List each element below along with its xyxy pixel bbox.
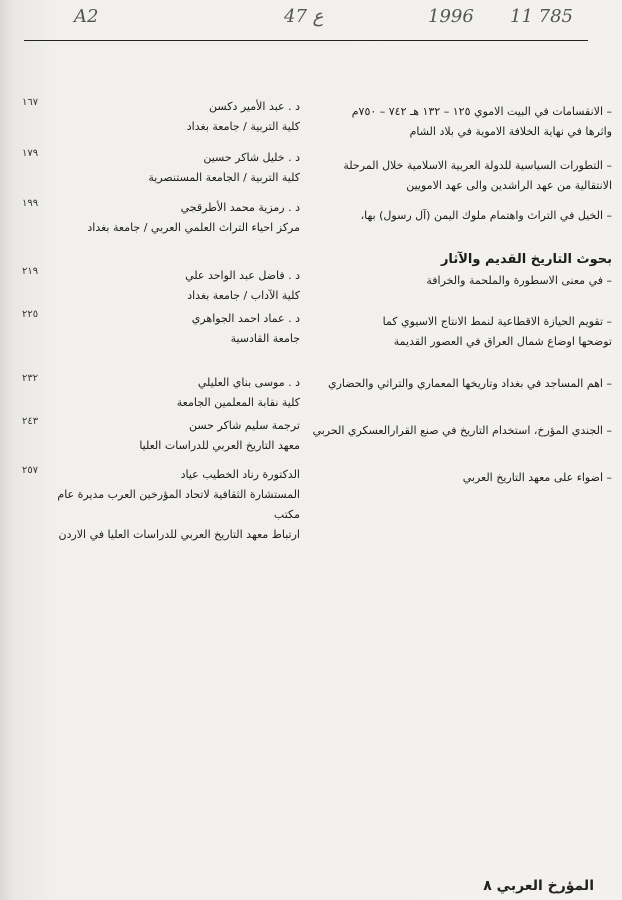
page-number: ٢١٩ xyxy=(22,266,39,277)
author-line: د . موسى بناي العليلي xyxy=(197,376,300,389)
journal-name: المؤرخ العربي xyxy=(496,878,594,894)
title-line: الانتقالية من عهد الراشدين والى عهد الامويين xyxy=(406,179,612,192)
page-number: ٢٥٧ xyxy=(22,465,39,476)
author-line: د . رمزية محمد الأطرقجي xyxy=(180,201,300,214)
title-entry xyxy=(312,468,612,488)
author-line: د . عماد احمد الجواهري xyxy=(191,312,300,325)
author-line: د . خليل شاكر حسين xyxy=(203,151,300,164)
title-line: – اضواء على معهد التاريخ العربي xyxy=(462,471,612,484)
title-line: – اهم المساجد في بغداد وتاريخها المعماري والتراثي والحضاري xyxy=(327,377,612,390)
title-line: – التطورات السياسية للدولة العربية الاسلامية خلال المرحلة xyxy=(343,159,612,172)
title-entry xyxy=(312,156,612,196)
title-line: – تقويم الحيازة الاقطاعية لنمط الانتاج الاسيوي كما xyxy=(382,315,612,328)
author-line: د . فاضل عبد الواحد علي xyxy=(185,269,300,282)
page-number: ١٧٩ xyxy=(22,148,39,159)
top-rule xyxy=(24,40,588,41)
author-line: جامعة القادسية xyxy=(230,332,300,345)
author-line: مركز احياء التراث العلمي العربي / جامعة بغداد xyxy=(87,221,300,234)
author-line: ترجمة سليم شاكر حسن xyxy=(188,419,300,432)
title-line: – الانقسامات في البيت الاموي ١٢٥ – ١٣٢ هـ ٧٤٢ – ٧٥٠م xyxy=(351,105,612,118)
title-entry xyxy=(312,271,612,291)
page-number: ١٦٧ xyxy=(22,97,39,108)
title-entry xyxy=(312,421,612,441)
title-entry xyxy=(312,374,612,394)
page-number: ١٩٩ xyxy=(22,198,39,209)
author-line: ارتباط معهد التاريخ العربي للدراسات العليا في الاردن xyxy=(58,528,300,541)
title-line: – في معنى الاسطورة والملحمة والخرافة xyxy=(426,274,612,287)
author-line: كلية الآداب / جامعة بغداد xyxy=(187,289,300,302)
author-line: كلية التربية / الجامعة المستنصرية xyxy=(148,171,300,184)
author-line: المستشارة الثقافية لاتحاد المؤرخين العرب مديرة عام مكتب xyxy=(57,488,300,521)
handwritten-number: 11 785 xyxy=(510,6,573,27)
handwritten-code: ع 47 xyxy=(284,6,324,27)
title-line: – الجندي المؤرخ، استخدام التاريخ في صنع القرارالعسكري الحربي xyxy=(312,424,612,437)
title-line: واثرها في نهاية الخلافة الاموية في بلاد الشام xyxy=(409,125,612,138)
author-line: كلية نقابة المعلمين الجامعة xyxy=(176,396,300,409)
handwritten-year: 1996 xyxy=(428,6,474,27)
page-footer xyxy=(475,878,594,894)
title-line: – الخيل في التراث واهتمام ملوك اليمن (آل رسول) بها، xyxy=(360,209,612,222)
author-line: كلية التربية / جامعة بغداد xyxy=(186,120,300,133)
title-line: توضحها اوضاع شمال العراق في العصور القديمة xyxy=(393,335,612,348)
section-heading: بحوث التاريخ القديم والآثار xyxy=(440,252,612,267)
footer-page-number: ٨ xyxy=(483,878,492,894)
author-line: معهد التاريخ العربي للدراسات العليا xyxy=(139,439,300,452)
title-entry xyxy=(312,312,612,352)
title-entry xyxy=(312,102,612,142)
title-entry xyxy=(312,206,612,226)
page-number: ٢٣٢ xyxy=(22,373,39,384)
page-number: ٢٢٥ xyxy=(22,309,39,320)
author-line: د . عبد الأمير دكسن xyxy=(209,100,300,113)
author-line: الدكتورة رناد الخطيب عياد xyxy=(180,468,300,481)
page-number: ٢٤٣ xyxy=(22,416,39,427)
handwritten-note-left: A2 xyxy=(74,6,99,27)
